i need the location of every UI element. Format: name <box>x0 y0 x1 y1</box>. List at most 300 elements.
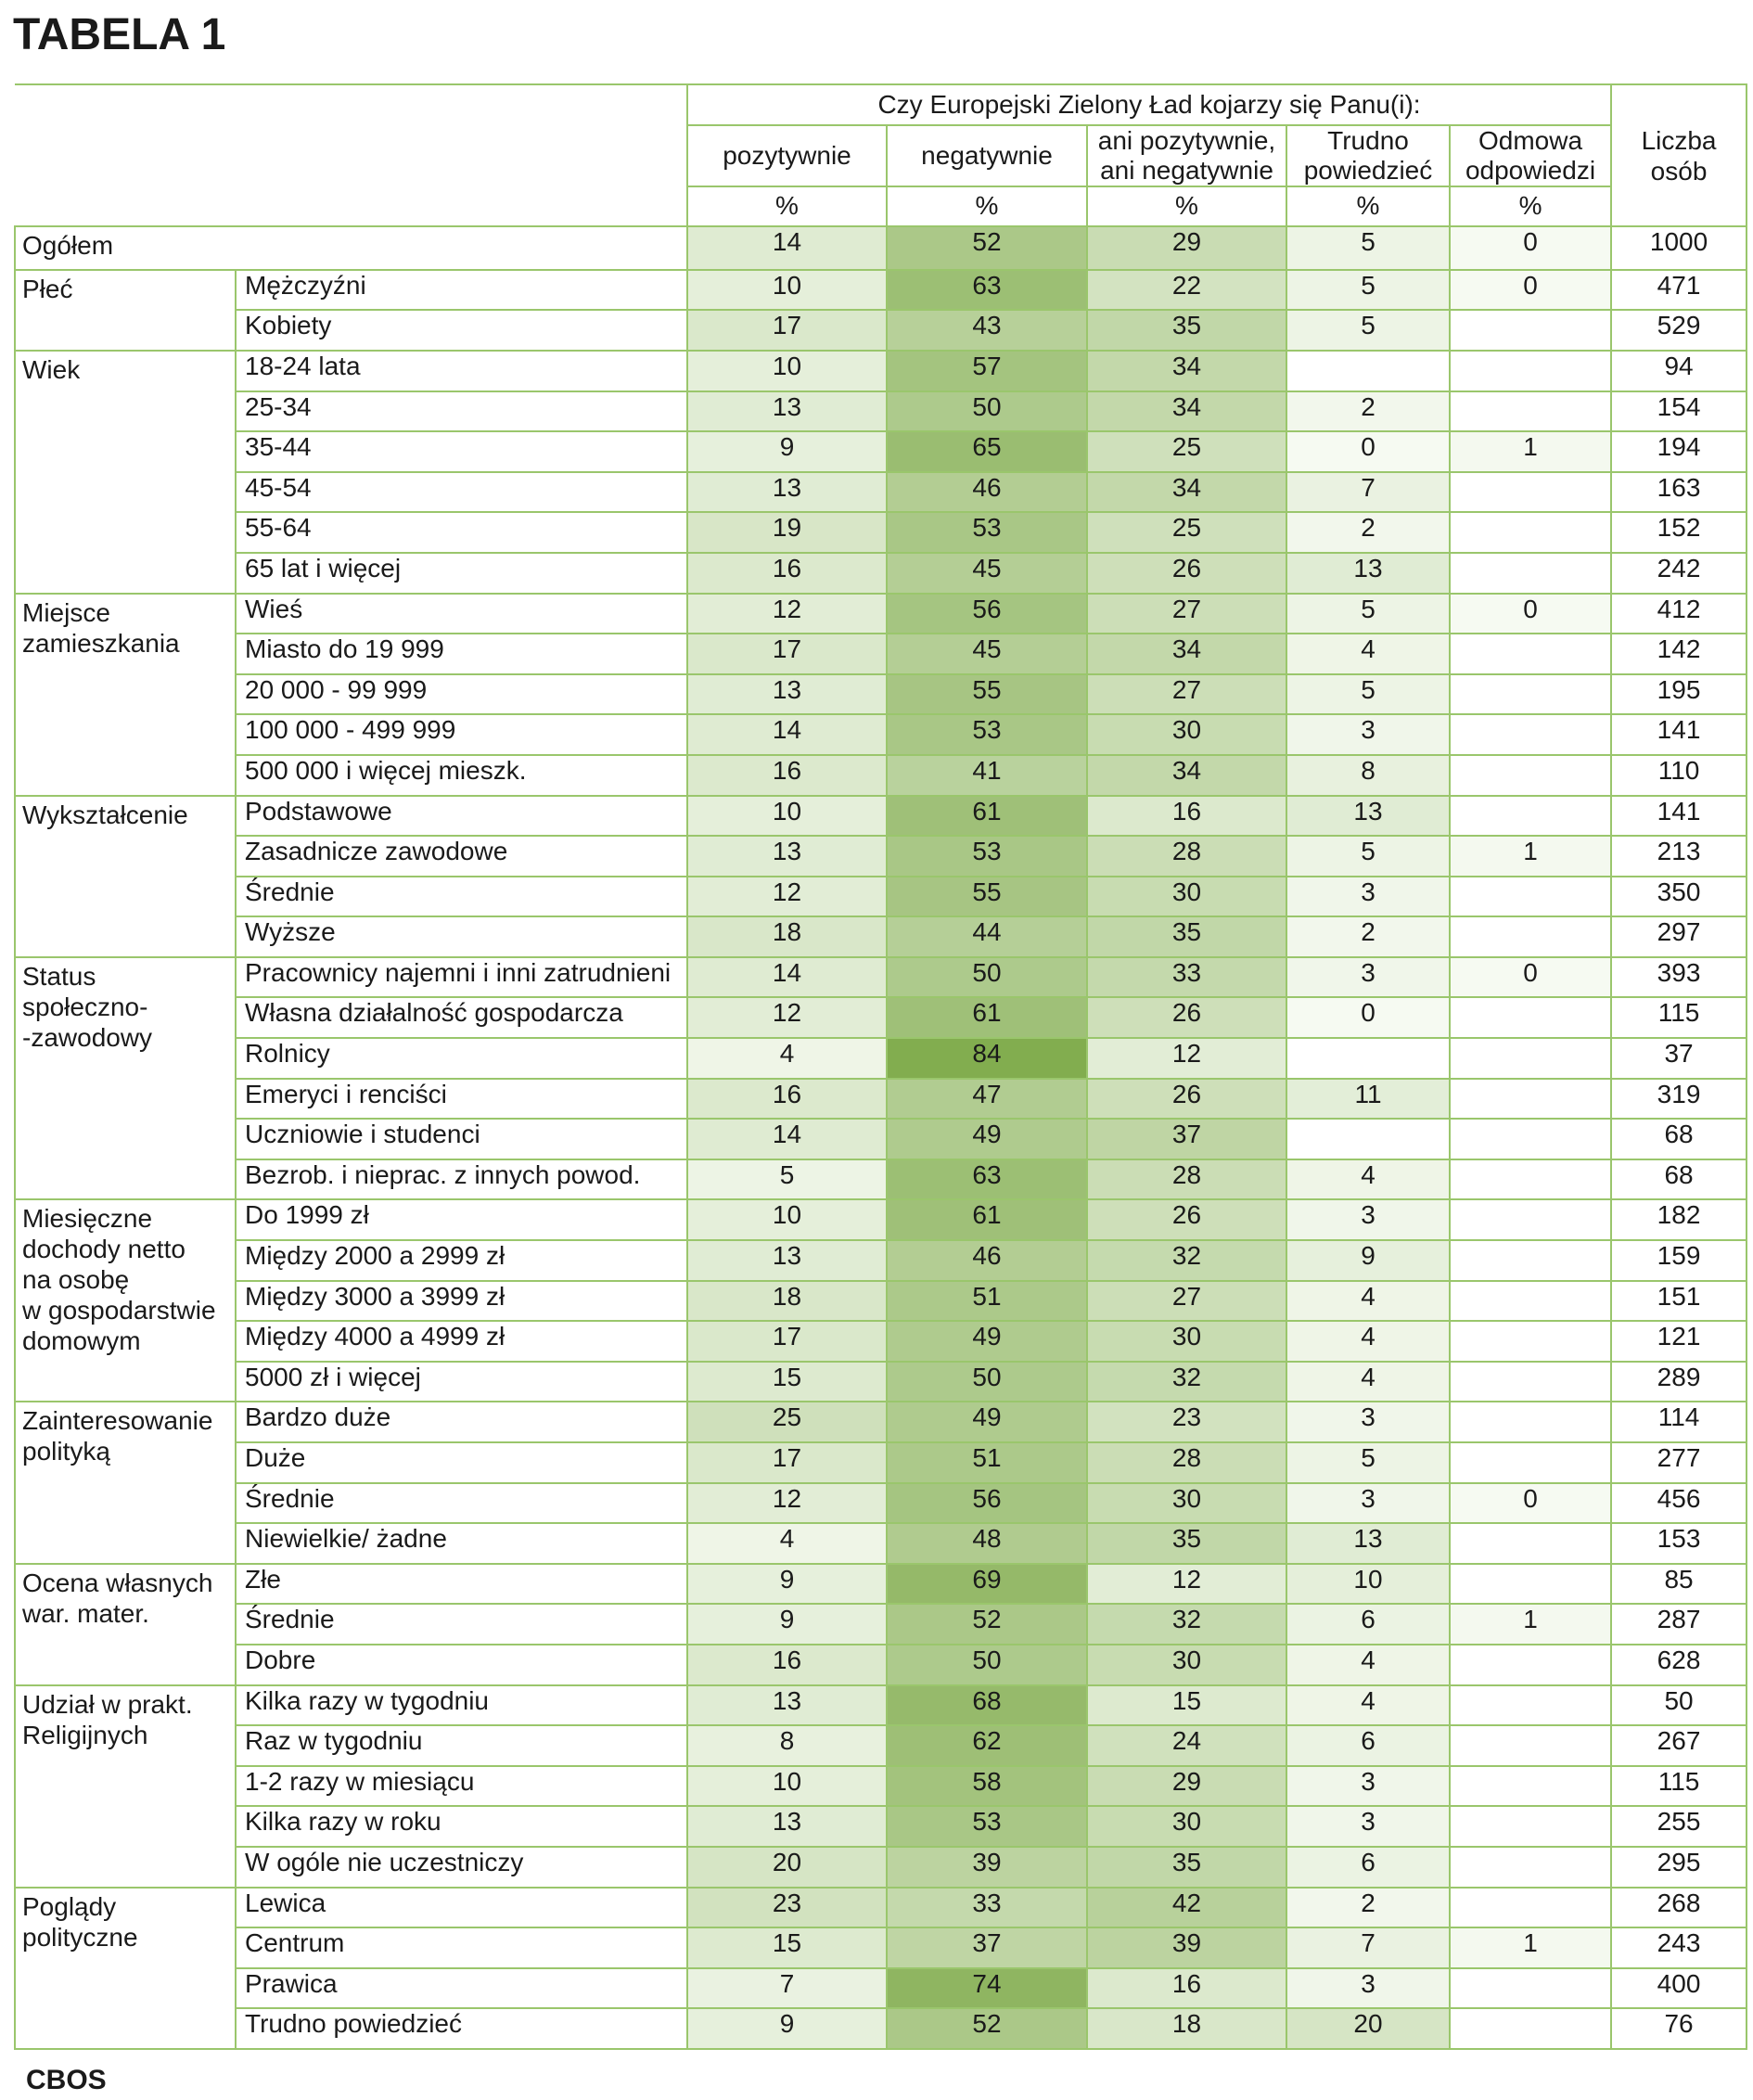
table-row <box>15 957 1747 998</box>
value-cell: 14 <box>687 714 887 755</box>
value-cell: 9 <box>687 431 887 472</box>
subgroup-label: Lewica <box>236 1888 687 1928</box>
value-cell: 25 <box>1087 431 1286 472</box>
value-cell: 16 <box>687 553 887 594</box>
count-cell: 393 <box>1611 957 1747 998</box>
table-row <box>15 2008 1747 2049</box>
value-cell: 27 <box>1087 594 1286 634</box>
table-row <box>15 512 1747 553</box>
table-row <box>15 1725 1747 1766</box>
value-cell <box>1450 1402 1611 1442</box>
value-cell: 57 <box>887 351 1087 391</box>
value-cell: 1 <box>1450 1927 1611 1968</box>
count-cell: 110 <box>1611 755 1747 796</box>
subgroup-label: Złe <box>236 1564 687 1605</box>
value-cell: 49 <box>887 1321 1087 1362</box>
value-cell: 0 <box>1450 594 1611 634</box>
subgroup-label: W ogóle nie uczestniczy <box>236 1847 687 1888</box>
value-cell: 48 <box>887 1523 1087 1564</box>
table-row <box>15 1888 1747 1928</box>
count-cell: 400 <box>1611 1968 1747 2009</box>
value-cell <box>1450 1888 1611 1928</box>
value-cell: 5 <box>1286 226 1450 270</box>
table-row <box>15 351 1747 391</box>
value-cell: 10 <box>687 1766 887 1807</box>
count-cell: 163 <box>1611 472 1747 513</box>
value-cell: 0 <box>1450 270 1611 311</box>
value-cell: 29 <box>1087 226 1286 270</box>
table-row <box>15 836 1747 877</box>
table-row <box>15 472 1747 513</box>
table-row <box>15 1159 1747 1200</box>
subgroup-label: 18-24 lata <box>236 351 687 391</box>
value-cell <box>1450 1523 1611 1564</box>
subgroup-label: Kilka razy w roku <box>236 1806 687 1847</box>
value-cell: 15 <box>1087 1685 1286 1726</box>
value-cell: 61 <box>887 1199 1087 1240</box>
count-cell: 114 <box>1611 1402 1747 1442</box>
value-cell: 34 <box>1087 391 1286 432</box>
value-cell <box>1286 1038 1450 1079</box>
value-cell: 35 <box>1087 1847 1286 1888</box>
value-cell <box>1450 674 1611 715</box>
value-cell: 13 <box>687 836 887 877</box>
value-cell: 6 <box>1286 1847 1450 1888</box>
value-cell: 49 <box>887 1119 1087 1159</box>
table-row <box>15 997 1747 1038</box>
value-cell: 15 <box>687 1362 887 1402</box>
count-cell: 195 <box>1611 674 1747 715</box>
table-row <box>15 1038 1747 1079</box>
table-row <box>15 1240 1747 1281</box>
value-cell <box>1450 796 1611 837</box>
value-cell: 39 <box>887 1847 1087 1888</box>
value-cell: 39 <box>1087 1927 1286 1968</box>
value-cell: 0 <box>1286 997 1450 1038</box>
table-row <box>15 553 1747 594</box>
value-cell: 12 <box>687 877 887 917</box>
value-cell: 9 <box>687 2008 887 2049</box>
subgroup-label: 25-34 <box>236 391 687 432</box>
subgroup-label: Prawica <box>236 1968 687 2009</box>
value-cell: 10 <box>687 796 887 837</box>
value-cell: 9 <box>1286 1240 1450 1281</box>
subgroup-label: Pracownicy najemni i inni zatrudnieni <box>236 957 687 998</box>
value-cell: 3 <box>1286 1968 1450 2009</box>
value-cell: 5 <box>1286 836 1450 877</box>
value-cell: 34 <box>1087 755 1286 796</box>
table-row <box>15 226 1747 270</box>
value-cell: 53 <box>887 512 1087 553</box>
value-cell: 49 <box>887 1402 1087 1442</box>
subgroup-label: Miasto do 19 999 <box>236 634 687 674</box>
subgroup-label: Uczniowie i studenci <box>236 1119 687 1159</box>
count-cell: 213 <box>1611 836 1747 877</box>
value-cell: 14 <box>687 957 887 998</box>
subgroup-label: Średnie <box>236 877 687 917</box>
column-header: pozytywnie <box>687 125 887 186</box>
count-cell: 94 <box>1611 351 1747 391</box>
column-header: Trudno powiedzieć <box>1286 125 1450 186</box>
subgroup-label: 65 lat i więcej <box>236 553 687 594</box>
value-cell: 13 <box>1286 796 1450 837</box>
count-cell: 85 <box>1611 1564 1747 1605</box>
count-cell: 267 <box>1611 1725 1747 1766</box>
value-cell: 0 <box>1286 431 1450 472</box>
count-cell: 319 <box>1611 1079 1747 1120</box>
value-cell: 47 <box>887 1079 1087 1120</box>
subgroup-label: Średnie <box>236 1604 687 1645</box>
subgroup-label: Trudno powiedzieć <box>236 2008 687 2049</box>
table-row <box>15 1119 1747 1159</box>
category-label: Miejsce zamieszkania <box>15 594 236 796</box>
value-cell: 51 <box>887 1281 1087 1322</box>
value-cell: 43 <box>887 310 1087 351</box>
subgroup-label: 5000 zł i więcej <box>236 1362 687 1402</box>
subgroup-label: 45-54 <box>236 472 687 513</box>
subgroup-label: Podstawowe <box>236 796 687 837</box>
table-row <box>15 714 1747 755</box>
value-cell: 9 <box>687 1604 887 1645</box>
value-cell: 16 <box>687 1645 887 1685</box>
value-cell: 23 <box>1087 1402 1286 1442</box>
count-cell: 121 <box>1611 1321 1747 1362</box>
value-cell: 35 <box>1087 916 1286 957</box>
value-cell <box>1450 877 1611 917</box>
value-cell: 52 <box>887 2008 1087 2049</box>
column-header: negatywnie <box>887 125 1087 186</box>
count-cell: 154 <box>1611 391 1747 432</box>
subgroup-label: Kilka razy w tygodniu <box>236 1685 687 1726</box>
value-cell <box>1286 1119 1450 1159</box>
count-cell: 76 <box>1611 2008 1747 2049</box>
value-cell: 4 <box>1286 1281 1450 1322</box>
count-cell: 37 <box>1611 1038 1747 1079</box>
table-row <box>15 1645 1747 1685</box>
count-cell: 295 <box>1611 1847 1747 1888</box>
value-cell: 16 <box>1087 796 1286 837</box>
value-cell: 3 <box>1286 877 1450 917</box>
table-title: TABELA 1 <box>13 10 226 59</box>
count-column-label: Liczba osób <box>1641 125 1717 186</box>
table-row <box>15 796 1747 837</box>
count-cell: 151 <box>1611 1281 1747 1322</box>
table-row <box>15 270 1747 311</box>
subgroup-label: Dobre <box>236 1645 687 1685</box>
value-cell: 3 <box>1286 957 1450 998</box>
table-row <box>15 1564 1747 1605</box>
value-cell: 25 <box>687 1402 887 1442</box>
value-cell <box>1450 1564 1611 1605</box>
value-cell: 4 <box>1286 1645 1450 1685</box>
count-cell: 471 <box>1611 270 1747 311</box>
value-cell: 16 <box>687 1079 887 1120</box>
value-cell: 5 <box>687 1159 887 1200</box>
value-cell: 62 <box>887 1725 1087 1766</box>
value-cell: 28 <box>1087 836 1286 877</box>
value-cell: 84 <box>887 1038 1087 1079</box>
value-cell: 35 <box>1087 310 1286 351</box>
value-cell: 17 <box>687 1321 887 1362</box>
value-cell: 61 <box>887 997 1087 1038</box>
category-label: Udział w prakt. Religijnych <box>15 1685 236 1888</box>
value-cell: 26 <box>1087 553 1286 594</box>
value-cell <box>1450 755 1611 796</box>
count-cell: 159 <box>1611 1240 1747 1281</box>
count-cell: 287 <box>1611 1604 1747 1645</box>
value-cell <box>1450 997 1611 1038</box>
value-cell: 17 <box>687 1442 887 1483</box>
value-cell: 30 <box>1087 714 1286 755</box>
percent-unit-label: % <box>1286 186 1450 227</box>
subgroup-label: Własna działalność gospodarcza <box>236 997 687 1038</box>
value-cell: 4 <box>687 1038 887 1079</box>
value-cell: 50 <box>887 391 1087 432</box>
count-cell: 289 <box>1611 1362 1747 1402</box>
category-label: Ocena własnych war. mater. <box>15 1564 236 1685</box>
value-cell: 37 <box>1087 1119 1286 1159</box>
count-cell: 142 <box>1611 634 1747 674</box>
value-cell: 56 <box>887 594 1087 634</box>
value-cell: 12 <box>687 997 887 1038</box>
table-row <box>15 1321 1747 1362</box>
table-header <box>15 84 1747 226</box>
value-cell: 34 <box>1087 351 1286 391</box>
value-cell: 6 <box>1286 1725 1450 1766</box>
percent-unit-label: % <box>1087 186 1286 227</box>
subgroup-label: 20 000 - 99 999 <box>236 674 687 715</box>
category-label: Zainteresowanie polityką <box>15 1402 236 1563</box>
table-row <box>15 674 1747 715</box>
value-cell: 4 <box>1286 1321 1450 1362</box>
value-cell: 18 <box>687 916 887 957</box>
value-cell: 4 <box>1286 1362 1450 1402</box>
value-cell: 51 <box>887 1442 1087 1483</box>
value-cell: 12 <box>1087 1038 1286 1079</box>
value-cell: 1 <box>1450 431 1611 472</box>
table-row <box>15 1402 1747 1442</box>
value-cell: 9 <box>687 1564 887 1605</box>
value-cell: 65 <box>887 431 1087 472</box>
value-cell <box>1450 1766 1611 1807</box>
value-cell: 7 <box>687 1968 887 2009</box>
table-row <box>15 1806 1747 1847</box>
value-cell: 30 <box>1087 877 1286 917</box>
count-cell: 68 <box>1611 1159 1747 1200</box>
category-label: Poglądy polityczne <box>15 1888 236 2049</box>
value-cell: 12 <box>1087 1564 1286 1605</box>
value-cell: 18 <box>1087 2008 1286 2049</box>
value-cell: 42 <box>1087 1888 1286 1928</box>
results-table <box>14 83 1747 2050</box>
value-cell: 52 <box>887 1604 1087 1645</box>
value-cell: 52 <box>887 226 1087 270</box>
count-cell: 628 <box>1611 1645 1747 1685</box>
subgroup-label: 55-64 <box>236 512 687 553</box>
value-cell: 28 <box>1087 1159 1286 1200</box>
value-cell: 61 <box>887 796 1087 837</box>
value-cell: 0 <box>1450 957 1611 998</box>
table-row <box>15 1604 1747 1645</box>
value-cell: 30 <box>1087 1645 1286 1685</box>
value-cell: 56 <box>887 1483 1087 1524</box>
value-cell: 30 <box>1087 1321 1286 1362</box>
value-cell: 45 <box>887 553 1087 594</box>
value-cell: 44 <box>887 916 1087 957</box>
subgroup-label: Do 1999 zł <box>236 1199 687 1240</box>
table-row <box>15 1685 1747 1726</box>
value-cell: 8 <box>687 1725 887 1766</box>
value-cell: 34 <box>1087 634 1286 674</box>
value-cell: 13 <box>687 1240 887 1281</box>
value-cell <box>1450 1362 1611 1402</box>
value-cell <box>1450 1968 1611 2009</box>
value-cell: 15 <box>687 1927 887 1968</box>
value-cell: 20 <box>1286 2008 1450 2049</box>
value-cell: 3 <box>1286 714 1450 755</box>
subgroup-label: 35-44 <box>236 431 687 472</box>
value-cell <box>1450 391 1611 432</box>
value-cell: 17 <box>687 634 887 674</box>
value-cell: 10 <box>687 351 887 391</box>
subgroup-label: Bezrob. i nieprac. z innych powod. <box>236 1159 687 1200</box>
value-cell: 3 <box>1286 1402 1450 1442</box>
value-cell: 17 <box>687 310 887 351</box>
subgroup-label: Wyższe <box>236 916 687 957</box>
value-cell <box>1450 1645 1611 1685</box>
value-cell <box>1450 1038 1611 1079</box>
value-cell: 12 <box>687 594 887 634</box>
percent-unit-label: % <box>687 186 887 227</box>
value-cell: 24 <box>1087 1725 1286 1766</box>
count-cell: 182 <box>1611 1199 1747 1240</box>
value-cell: 19 <box>687 512 887 553</box>
value-cell: 2 <box>1286 916 1450 957</box>
value-cell: 14 <box>687 1119 887 1159</box>
source-label: CBOS <box>26 2065 107 2095</box>
subgroup-label: Duże <box>236 1442 687 1483</box>
table-body <box>15 226 1747 2049</box>
value-cell: 10 <box>687 1199 887 1240</box>
value-cell: 53 <box>887 1806 1087 1847</box>
value-cell: 28 <box>1087 1442 1286 1483</box>
table-row <box>15 1927 1747 1968</box>
value-cell: 13 <box>687 472 887 513</box>
value-cell: 10 <box>687 270 887 311</box>
subgroup-label: 100 000 - 499 999 <box>236 714 687 755</box>
count-cell: 115 <box>1611 1766 1747 1807</box>
value-cell <box>1450 351 1611 391</box>
value-cell: 25 <box>1087 512 1286 553</box>
value-cell: 6 <box>1286 1604 1450 1645</box>
count-column-header <box>1611 84 1747 226</box>
subgroup-label: Kobiety <box>236 310 687 351</box>
value-cell: 7 <box>1286 1927 1450 1968</box>
value-cell: 13 <box>1286 553 1450 594</box>
value-cell: 2 <box>1286 512 1450 553</box>
count-cell: 1000 <box>1611 226 1747 270</box>
value-cell: 32 <box>1087 1240 1286 1281</box>
value-cell <box>1450 472 1611 513</box>
subgroup-label: Centrum <box>236 1927 687 1968</box>
value-cell: 46 <box>887 472 1087 513</box>
value-cell: 8 <box>1286 755 1450 796</box>
count-cell: 141 <box>1611 796 1747 837</box>
value-cell: 55 <box>887 877 1087 917</box>
value-cell: 46 <box>887 1240 1087 1281</box>
value-cell: 45 <box>887 634 1087 674</box>
value-cell: 68 <box>887 1685 1087 1726</box>
value-cell <box>1450 1159 1611 1200</box>
table-row <box>15 755 1747 796</box>
value-cell <box>1450 310 1611 351</box>
value-cell: 5 <box>1286 310 1450 351</box>
value-cell: 23 <box>687 1888 887 1928</box>
percent-unit-label: % <box>887 186 1087 227</box>
value-cell: 26 <box>1087 1079 1286 1120</box>
category-label: Wykształcenie <box>15 796 236 957</box>
value-cell: 27 <box>1087 1281 1286 1322</box>
question-header: Czy Europejski Zielony Ład kojarzy się Panu(i): <box>687 84 1611 125</box>
category-label: Wiek <box>15 351 236 594</box>
value-cell <box>1450 2008 1611 2049</box>
count-cell: 255 <box>1611 1806 1747 1847</box>
subgroup-label: Wieś <box>236 594 687 634</box>
value-cell: 26 <box>1087 997 1286 1038</box>
value-cell: 13 <box>687 674 887 715</box>
table-row <box>15 1362 1747 1402</box>
value-cell: 50 <box>887 957 1087 998</box>
value-cell: 7 <box>1286 472 1450 513</box>
count-cell: 242 <box>1611 553 1747 594</box>
value-cell: 2 <box>1286 1888 1450 1928</box>
table-row <box>15 1766 1747 1807</box>
value-cell <box>1450 1806 1611 1847</box>
value-cell: 1 <box>1450 836 1611 877</box>
count-cell: 152 <box>1611 512 1747 553</box>
table-row <box>15 1968 1747 2009</box>
value-cell: 5 <box>1286 270 1450 311</box>
value-cell: 16 <box>687 755 887 796</box>
value-cell: 41 <box>887 755 1087 796</box>
table-row <box>15 1523 1747 1564</box>
table-row <box>15 877 1747 917</box>
table-row <box>15 431 1747 472</box>
table-row <box>15 1847 1747 1888</box>
subgroup-label: Średnie <box>236 1483 687 1524</box>
value-cell <box>1450 1240 1611 1281</box>
subgroup-label: Emeryci i renciści <box>236 1079 687 1120</box>
column-header: Odmowa odpowiedzi <box>1450 125 1611 186</box>
value-cell <box>1450 714 1611 755</box>
value-cell <box>1450 1725 1611 1766</box>
count-cell: 115 <box>1611 997 1747 1038</box>
value-cell: 32 <box>1087 1604 1286 1645</box>
category-label: Miesięczne dochody netto na osobę w gospodarstwie domowym <box>15 1199 236 1402</box>
value-cell <box>1450 1199 1611 1240</box>
count-cell: 268 <box>1611 1888 1747 1928</box>
value-cell: 13 <box>1286 1523 1450 1564</box>
count-cell: 194 <box>1611 431 1747 472</box>
table-row <box>15 310 1747 351</box>
table-row <box>15 391 1747 432</box>
table-row <box>15 1442 1747 1483</box>
value-cell <box>1450 1119 1611 1159</box>
value-cell: 58 <box>887 1766 1087 1807</box>
subgroup-label: 1-2 razy w miesiącu <box>236 1766 687 1807</box>
value-cell: 30 <box>1087 1483 1286 1524</box>
value-cell: 74 <box>887 1968 1087 2009</box>
